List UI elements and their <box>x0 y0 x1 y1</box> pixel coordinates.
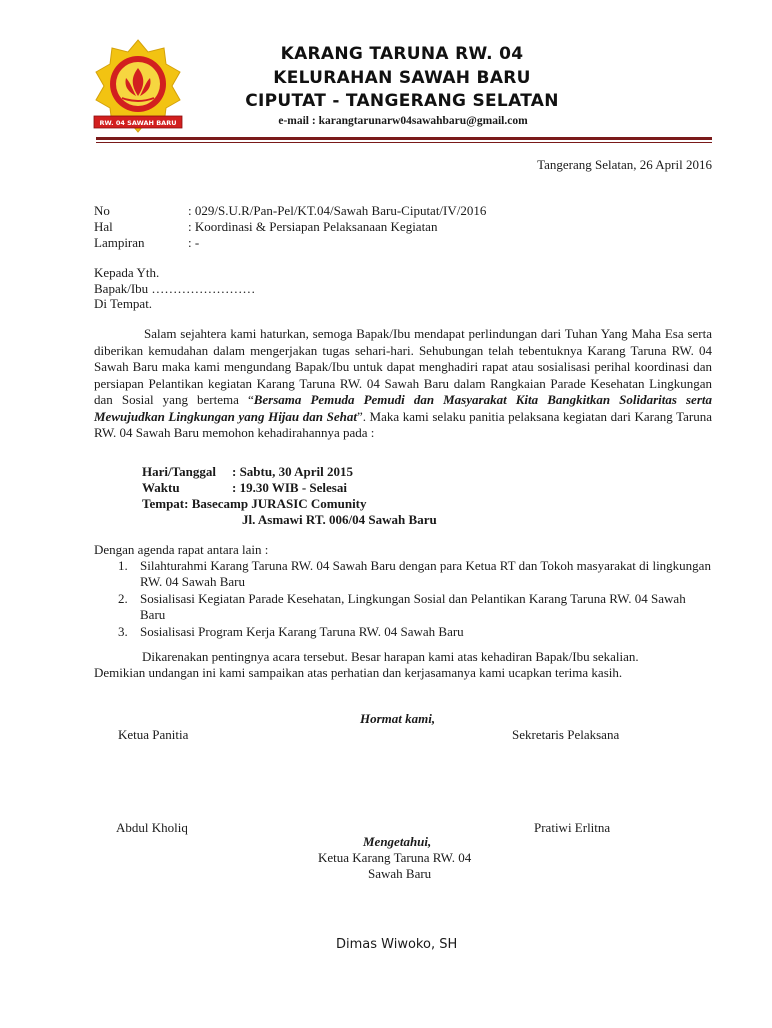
org-title-line2: KELURAHAN SAWAH BARU <box>273 68 531 88</box>
header-rule-thin <box>96 142 712 143</box>
agenda-item <box>94 558 712 589</box>
chief-role-line2: Sawah Baru <box>368 866 432 881</box>
regards-text: Hormat kami, <box>360 711 436 726</box>
letter-date: Tangerang Selatan, 26 April 2016 <box>537 157 712 172</box>
org-title-line1: KARANG TARUNA RW. 04 <box>280 44 524 64</box>
karang-taruna-logo <box>92 38 184 134</box>
meta-no-value: : 029/S.U.R/Pan-Pel/KT.04/Sawah Baru-Ciputat/IV/2016 <box>188 203 487 218</box>
agenda-item-text: Sosialisasi Program Kerja Karang Taruna RW. 04 Sawah Baru <box>140 624 464 639</box>
chief-role-line1: Ketua Karang Taruna RW. 04 <box>318 850 472 865</box>
event-time-label: Waktu <box>142 480 180 495</box>
agenda-item-text: Silahturahmi Karang Taruna RW. 04 Sawah Baru dengan para Ketua RT dan Tokoh masyarakat di lingkungan RW. 04 Sawah Baru <box>140 558 711 589</box>
agenda-item <box>94 624 712 640</box>
logo-banner-text: RW. 04 SAWAH BARU <box>99 119 177 127</box>
chief-name: Dimas Wiwoko, SH <box>336 937 458 952</box>
header-rule-thick <box>96 137 712 140</box>
meta-lampiran-value: : - <box>188 235 200 250</box>
agenda-item-number: 2. <box>118 591 128 606</box>
event-place: Tempat: Basecamp JURASIC Comunity <box>142 496 367 511</box>
agenda-item <box>94 591 712 622</box>
body-paragraph <box>94 326 712 442</box>
event-day-label: Hari/Tanggal <box>142 464 216 479</box>
agenda-item-number: 3. <box>118 624 128 639</box>
body-text-a: Salam sejahtera kami haturkan, semoga Bapak/Ibu mendapat perlindungan dari Tuhan Yang Maha Esa serta diberikan kemudahan dalam mengerjakan tugas sehari-hari. Sehubungan telah tebentuknya Karang Taruna RW. 04 Sawah Baru maka kami mengundang Bapak/Ibu untuk dapat menghadiri rapat atau sosialisasi perihal koordinasi dan persiapan Pelantikan kegiatan Karang Taruna RW. 04 Sawah Baru dalam Rangkaian Parade Kesehatan Lingkungan dan Sosial yang bertema “ <box>94 326 712 407</box>
agenda-item-number: 1. <box>118 558 128 573</box>
closing-line1: Dikarenakan pentingnya acara tersebut. Besar harapan kami atas kehadiran Bapak/Ibu sekalian. <box>142 649 639 664</box>
org-email: e-mail : karangtarunarw04sawahbaru@gmail.com <box>278 115 528 127</box>
left-signer-name: Abdul Kholiq <box>116 820 188 835</box>
closing-line2: Demikian undangan ini kami sampaikan atas perhatian dan kerjasamanya kami ucapkan terima kasih. <box>94 665 623 680</box>
meta-lampiran-label: Lampiran <box>94 235 145 250</box>
right-signer-role: Sekretaris Pelaksana <box>512 727 620 742</box>
event-time-value: : 19.30 WIB - Selesai <box>232 480 347 495</box>
agenda-list <box>94 558 712 642</box>
event-day-value: : Sabtu, 30 April 2015 <box>232 464 353 479</box>
org-title-line3: CIPUTAT - TANGERANG SELATAN <box>245 91 559 111</box>
recipient-line1: Kepada Yth. <box>94 265 160 280</box>
recipient-line2: Bapak/Ibu …………………… <box>94 281 256 296</box>
agenda-intro: Dengan agenda rapat antara lain : <box>94 542 269 557</box>
body-theme: Bersama Pemuda Pemudi dan Masyarakat Kita Bangkitkan Solidaritas serta Mewujudkan Lingkungan yang Hijau dan Sehat <box>94 392 712 424</box>
acknowledge-text: Mengetahui, <box>363 834 432 849</box>
event-address: Jl. Asmawi RT. 006/04 Sawah Baru <box>242 512 437 527</box>
meta-hal-value: : Koordinasi & Persiapan Pelaksanaan Kegiatan <box>188 219 438 234</box>
right-signer-name: Pratiwi Erlitna <box>534 820 611 835</box>
agenda-item-text: Sosialisasi Kegiatan Parade Kesehatan, Lingkungan Sosial dan Pelantikan Karang Taruna RW. 04 Sawah Baru <box>140 591 686 622</box>
meta-hal-label: Hal <box>94 219 113 234</box>
recipient-line3: Di Tempat. <box>94 296 153 311</box>
left-signer-role: Ketua Panitia <box>118 727 189 742</box>
meta-no-label: No <box>94 203 110 218</box>
body-text-b: ”. Maka kami selaku panitia pelaksana kegiatan dari Karang Taruna RW. 04 Sawah Baru memohon kehadirahannya pada : <box>94 408 712 440</box>
